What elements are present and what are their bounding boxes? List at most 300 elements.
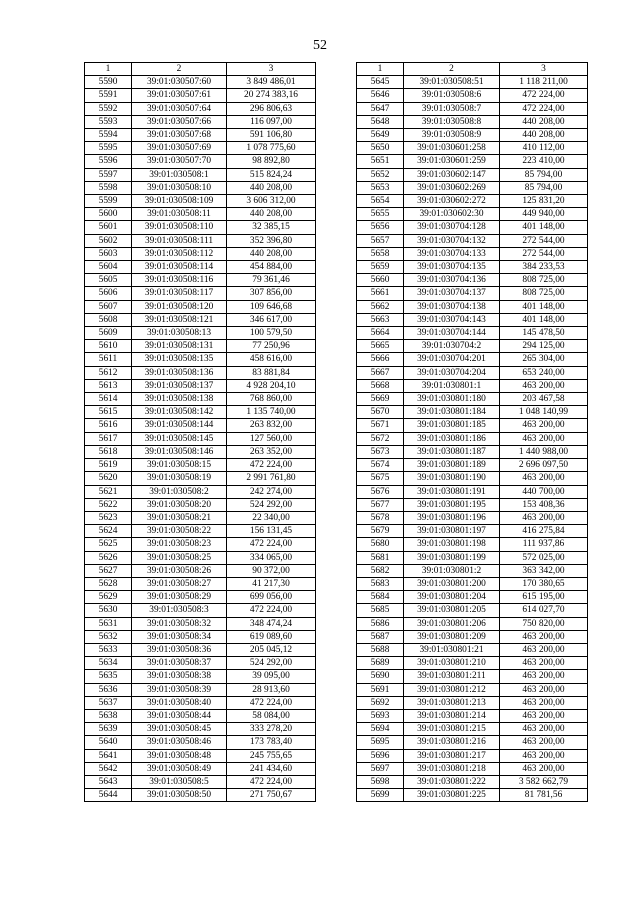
row-number-cell: 5596: [85, 155, 132, 168]
row-number-cell: 5657: [357, 234, 404, 247]
table-row: [85, 485, 316, 498]
value-cell: 472 224,00: [500, 102, 588, 115]
table-row: [357, 393, 588, 406]
cadastral-number-cell: 39:01:030602:269: [404, 181, 500, 194]
row-number-cell: 5670: [357, 406, 404, 419]
row-number-cell: 5696: [357, 749, 404, 762]
table-row: [357, 300, 588, 313]
value-cell: 125 831,20: [500, 195, 588, 208]
value-cell: 245 755,65: [227, 749, 316, 762]
cadastral-number-cell: 39:01:030508:120: [132, 300, 227, 313]
row-number-cell: 5618: [85, 445, 132, 458]
cadastral-number-cell: 39:01:030801:215: [404, 723, 500, 736]
cadastral-number-cell: 39:01:030508:116: [132, 274, 227, 287]
table-row: [357, 591, 588, 604]
value-cell: 3 582 662,79: [500, 775, 588, 788]
value-cell: 614 027,70: [500, 604, 588, 617]
cadastral-number-cell: 39:01:030508:32: [132, 617, 227, 630]
cadastral-number-cell: 39:01:030507:68: [132, 129, 227, 142]
cadastral-number-cell: 39:01:030801:205: [404, 604, 500, 617]
row-number-cell: 5592: [85, 102, 132, 115]
value-cell: 85 794,00: [500, 181, 588, 194]
table-row: [85, 340, 316, 353]
value-cell: 401 148,00: [500, 300, 588, 313]
value-cell: 808 725,00: [500, 274, 588, 287]
left-table-body: [85, 63, 316, 802]
cadastral-number-cell: 39:01:030704:132: [404, 234, 500, 247]
table-row: [357, 551, 588, 564]
row-number-cell: 5699: [357, 789, 404, 802]
value-cell: 463 200,00: [500, 379, 588, 392]
table-row: [85, 379, 316, 392]
cadastral-number-cell: 39:01:030507:66: [132, 115, 227, 128]
table-row: [85, 657, 316, 670]
table-row: [85, 459, 316, 472]
value-cell: 223 410,00: [500, 155, 588, 168]
cadastral-number-cell: 39:01:030508:40: [132, 696, 227, 709]
value-cell: 515 824,24: [227, 168, 316, 181]
table-row: [85, 195, 316, 208]
table-row: [357, 617, 588, 630]
value-cell: 2 696 097,50: [500, 459, 588, 472]
value-cell: 1 078 775,60: [227, 142, 316, 155]
cadastral-number-cell: 39:01:030801:186: [404, 432, 500, 445]
value-cell: 472 224,00: [227, 538, 316, 551]
table-row: [357, 709, 588, 722]
row-number-cell: 5638: [85, 709, 132, 722]
value-cell: 272 544,00: [500, 247, 588, 260]
table-row: [85, 300, 316, 313]
row-number-cell: 5600: [85, 208, 132, 221]
cadastral-number-cell: 39:01:030508:145: [132, 432, 227, 445]
row-number-cell: 5604: [85, 261, 132, 274]
value-cell: 265 304,00: [500, 353, 588, 366]
row-number-cell: 5622: [85, 498, 132, 511]
column-header: 2: [132, 63, 227, 76]
value-cell: 242 274,00: [227, 485, 316, 498]
value-cell: 440 700,00: [500, 485, 588, 498]
row-number-cell: 5648: [357, 115, 404, 128]
cadastral-number-cell: 39:01:030801:21: [404, 643, 500, 656]
cadastral-number-cell: 39:01:030602:272: [404, 195, 500, 208]
row-number-cell: 5593: [85, 115, 132, 128]
cadastral-number-cell: 39:01:030508:19: [132, 472, 227, 485]
cadastral-number-cell: 39:01:030508:15: [132, 459, 227, 472]
cadastral-number-cell: 39:01:030508:10: [132, 181, 227, 194]
cadastral-number-cell: 39:01:030507:64: [132, 102, 227, 115]
table-row: [357, 577, 588, 590]
row-number-cell: 5689: [357, 657, 404, 670]
cadastral-number-cell: 39:01:030704:133: [404, 247, 500, 260]
table-row: [85, 142, 316, 155]
value-cell: 41 217,30: [227, 577, 316, 590]
table-row: [85, 445, 316, 458]
cadastral-number-cell: 39:01:030508:27: [132, 577, 227, 590]
row-number-cell: 5609: [85, 327, 132, 340]
table-row: [357, 195, 588, 208]
table-header-row: [357, 63, 588, 76]
table-row: [85, 247, 316, 260]
cadastral-number-cell: 39:01:030801:2: [404, 564, 500, 577]
value-cell: 449 940,00: [500, 208, 588, 221]
table-row: [85, 115, 316, 128]
table-row: [357, 723, 588, 736]
row-number-cell: 5597: [85, 168, 132, 181]
row-number-cell: 5635: [85, 670, 132, 683]
table-row: [357, 221, 588, 234]
cadastral-number-cell: 39:01:030508:37: [132, 657, 227, 670]
row-number-cell: 5655: [357, 208, 404, 221]
table-row: [357, 432, 588, 445]
row-number-cell: 5646: [357, 89, 404, 102]
row-number-cell: 5698: [357, 775, 404, 788]
cadastral-number-cell: 39:01:030801:184: [404, 406, 500, 419]
row-number-cell: 5643: [85, 775, 132, 788]
table-row: [357, 630, 588, 643]
row-number-cell: 5694: [357, 723, 404, 736]
value-cell: 173 783,40: [227, 736, 316, 749]
table-row: [85, 749, 316, 762]
cadastral-number-cell: 39:01:030801:206: [404, 617, 500, 630]
column-header: 1: [85, 63, 132, 76]
row-number-cell: 5678: [357, 511, 404, 524]
cadastral-number-cell: 39:01:030508:6: [404, 89, 500, 102]
value-cell: 463 200,00: [500, 643, 588, 656]
table-row: [357, 419, 588, 432]
row-number-cell: 5610: [85, 340, 132, 353]
table-row: [85, 670, 316, 683]
table-row: [85, 287, 316, 300]
left-table: [84, 62, 316, 802]
cadastral-number-cell: 39:01:030801:190: [404, 472, 500, 485]
value-cell: 699 056,00: [227, 591, 316, 604]
value-cell: 90 372,00: [227, 564, 316, 577]
table-row: [357, 736, 588, 749]
cadastral-number-cell: 39:01:030801:212: [404, 683, 500, 696]
cadastral-number-cell: 39:01:030801:200: [404, 577, 500, 590]
row-number-cell: 5675: [357, 472, 404, 485]
row-number-cell: 5659: [357, 261, 404, 274]
value-cell: 263 832,00: [227, 419, 316, 432]
table-row: [85, 472, 316, 485]
value-cell: 22 340,00: [227, 511, 316, 524]
table-row: [357, 181, 588, 194]
row-number-cell: 5640: [85, 736, 132, 749]
table-row: [85, 762, 316, 775]
cadastral-number-cell: 39:01:030704:143: [404, 313, 500, 326]
row-number-cell: 5606: [85, 287, 132, 300]
value-cell: 334 065,00: [227, 551, 316, 564]
cadastral-number-cell: 39:01:030801:185: [404, 419, 500, 432]
table-row: [357, 155, 588, 168]
cadastral-number-cell: 39:01:030507:60: [132, 76, 227, 89]
table-row: [85, 617, 316, 630]
value-cell: 472 224,00: [500, 89, 588, 102]
cadastral-number-cell: 39:01:030508:144: [132, 419, 227, 432]
row-number-cell: 5641: [85, 749, 132, 762]
value-cell: 440 208,00: [227, 247, 316, 260]
table-row: [85, 789, 316, 802]
cadastral-number-cell: 39:01:030508:111: [132, 234, 227, 247]
table-row: [357, 261, 588, 274]
cadastral-number-cell: 39:01:030801:213: [404, 696, 500, 709]
cadastral-number-cell: 39:01:030508:50: [132, 789, 227, 802]
cadastral-number-cell: 39:01:030508:23: [132, 538, 227, 551]
table-row: [357, 89, 588, 102]
row-number-cell: 5663: [357, 313, 404, 326]
table-row: [357, 287, 588, 300]
cadastral-number-cell: 39:01:030508:39: [132, 683, 227, 696]
value-cell: 271 750,67: [227, 789, 316, 802]
value-cell: 145 478,50: [500, 327, 588, 340]
table-row: [85, 525, 316, 538]
value-cell: 416 275,84: [500, 525, 588, 538]
table-row: [85, 261, 316, 274]
row-number-cell: 5685: [357, 604, 404, 617]
value-cell: 363 342,00: [500, 564, 588, 577]
value-cell: 463 200,00: [500, 683, 588, 696]
table-row: [357, 76, 588, 89]
table-row: [85, 604, 316, 617]
table-row: [357, 208, 588, 221]
value-cell: 463 200,00: [500, 749, 588, 762]
row-number-cell: 5629: [85, 591, 132, 604]
cadastral-number-cell: 39:01:030801:1: [404, 379, 500, 392]
row-number-cell: 5671: [357, 419, 404, 432]
row-number-cell: 5687: [357, 630, 404, 643]
cadastral-number-cell: 39:01:030508:13: [132, 327, 227, 340]
cadastral-number-cell: 39:01:030704:136: [404, 274, 500, 287]
table-row: [357, 142, 588, 155]
cadastral-number-cell: 39:01:030508:146: [132, 445, 227, 458]
row-number-cell: 5672: [357, 432, 404, 445]
row-number-cell: 5666: [357, 353, 404, 366]
row-number-cell: 5631: [85, 617, 132, 630]
value-cell: 463 200,00: [500, 630, 588, 643]
cadastral-number-cell: 39:01:030508:21: [132, 511, 227, 524]
row-number-cell: 5650: [357, 142, 404, 155]
table-row: [357, 485, 588, 498]
row-number-cell: 5679: [357, 525, 404, 538]
table-row: [357, 749, 588, 762]
value-cell: 463 200,00: [500, 709, 588, 722]
table-row: [85, 538, 316, 551]
row-number-cell: 5623: [85, 511, 132, 524]
cadastral-number-cell: 39:01:030508:29: [132, 591, 227, 604]
row-number-cell: 5601: [85, 221, 132, 234]
row-number-cell: 5692: [357, 696, 404, 709]
table-row: [357, 406, 588, 419]
cadastral-number-cell: 39:01:030507:69: [132, 142, 227, 155]
cadastral-number-cell: 39:01:030801:217: [404, 749, 500, 762]
column-header: 3: [227, 63, 316, 76]
cadastral-number-cell: 39:01:030508:38: [132, 670, 227, 683]
table-row: [357, 564, 588, 577]
value-cell: 463 200,00: [500, 511, 588, 524]
row-number-cell: 5645: [357, 76, 404, 89]
row-number-cell: 5620: [85, 472, 132, 485]
row-number-cell: 5691: [357, 683, 404, 696]
cadastral-number-cell: 39:01:030801:222: [404, 775, 500, 788]
value-cell: 440 208,00: [227, 208, 316, 221]
cadastral-number-cell: 39:01:030508:2: [132, 485, 227, 498]
table-row: [85, 591, 316, 604]
row-number-cell: 5607: [85, 300, 132, 313]
row-number-cell: 5674: [357, 459, 404, 472]
value-cell: 524 292,00: [227, 657, 316, 670]
row-number-cell: 5636: [85, 683, 132, 696]
table-row: [357, 247, 588, 260]
row-number-cell: 5695: [357, 736, 404, 749]
value-cell: 58 084,00: [227, 709, 316, 722]
table-row: [357, 696, 588, 709]
table-header-row: [85, 63, 316, 76]
row-number-cell: 5619: [85, 459, 132, 472]
value-cell: 296 806,63: [227, 102, 316, 115]
value-cell: 572 025,00: [500, 551, 588, 564]
table-row: [85, 234, 316, 247]
cadastral-number-cell: 39:01:030602:30: [404, 208, 500, 221]
cadastral-number-cell: 39:01:030801:197: [404, 525, 500, 538]
row-number-cell: 5617: [85, 432, 132, 445]
row-number-cell: 5602: [85, 234, 132, 247]
cadastral-number-cell: 39:01:030508:110: [132, 221, 227, 234]
cadastral-number-cell: 39:01:030507:70: [132, 155, 227, 168]
table-row: [357, 643, 588, 656]
cadastral-number-cell: 39:01:030704:128: [404, 221, 500, 234]
value-cell: 307 856,00: [227, 287, 316, 300]
value-cell: 127 560,00: [227, 432, 316, 445]
value-cell: 440 208,00: [500, 129, 588, 142]
cadastral-number-cell: 39:01:030508:142: [132, 406, 227, 419]
table-row: [85, 155, 316, 168]
row-number-cell: 5697: [357, 762, 404, 775]
value-cell: 463 200,00: [500, 472, 588, 485]
cadastral-number-cell: 39:01:030508:44: [132, 709, 227, 722]
table-row: [357, 379, 588, 392]
row-number-cell: 5615: [85, 406, 132, 419]
cadastral-number-cell: 39:01:030508:11: [132, 208, 227, 221]
row-number-cell: 5652: [357, 168, 404, 181]
cadastral-number-cell: 39:01:030801:209: [404, 630, 500, 643]
cadastral-number-cell: 39:01:030801:180: [404, 393, 500, 406]
value-cell: 98 892,80: [227, 155, 316, 168]
cadastral-number-cell: 39:01:030801:214: [404, 709, 500, 722]
value-cell: 591 106,80: [227, 129, 316, 142]
cadastral-number-cell: 39:01:030508:34: [132, 630, 227, 643]
value-cell: 100 579,50: [227, 327, 316, 340]
value-cell: 272 544,00: [500, 234, 588, 247]
value-cell: 401 148,00: [500, 221, 588, 234]
value-cell: 440 208,00: [227, 181, 316, 194]
table-row: [357, 115, 588, 128]
value-cell: 768 860,00: [227, 393, 316, 406]
value-cell: 463 200,00: [500, 419, 588, 432]
table-row: [85, 274, 316, 287]
table-row: [357, 445, 588, 458]
value-cell: 32 385,15: [227, 221, 316, 234]
cadastral-number-cell: 39:01:030601:259: [404, 155, 500, 168]
table-row: [85, 406, 316, 419]
cadastral-number-cell: 39:01:030508:36: [132, 643, 227, 656]
cadastral-number-cell: 39:01:030801:195: [404, 498, 500, 511]
table-row: [85, 630, 316, 643]
row-number-cell: 5624: [85, 525, 132, 538]
table-row: [357, 775, 588, 788]
table-row: [85, 419, 316, 432]
row-number-cell: 5688: [357, 643, 404, 656]
table-row: [357, 604, 588, 617]
value-cell: 263 352,00: [227, 445, 316, 458]
row-number-cell: 5677: [357, 498, 404, 511]
value-cell: 750 820,00: [500, 617, 588, 630]
page-number: 52: [313, 38, 327, 53]
row-number-cell: 5605: [85, 274, 132, 287]
value-cell: 333 278,20: [227, 723, 316, 736]
row-number-cell: 5599: [85, 195, 132, 208]
table-row: [357, 234, 588, 247]
value-cell: 28 913,60: [227, 683, 316, 696]
cadastral-number-cell: 39:01:030801:199: [404, 551, 500, 564]
table-row: [85, 129, 316, 142]
row-number-cell: 5668: [357, 379, 404, 392]
cadastral-number-cell: 39:01:030508:8: [404, 115, 500, 128]
row-number-cell: 5649: [357, 129, 404, 142]
row-number-cell: 5627: [85, 564, 132, 577]
value-cell: 3 606 312,00: [227, 195, 316, 208]
value-cell: 463 200,00: [500, 432, 588, 445]
table-row: [357, 498, 588, 511]
table-row: [85, 432, 316, 445]
value-cell: 440 208,00: [500, 115, 588, 128]
cadastral-number-cell: 39:01:030801:191: [404, 485, 500, 498]
row-number-cell: 5644: [85, 789, 132, 802]
row-number-cell: 5603: [85, 247, 132, 260]
row-number-cell: 5621: [85, 485, 132, 498]
value-cell: 524 292,00: [227, 498, 316, 511]
cadastral-number-cell: 39:01:030508:7: [404, 102, 500, 115]
table-row: [357, 327, 588, 340]
value-cell: 1 135 740,00: [227, 406, 316, 419]
cadastral-number-cell: 39:01:030508:26: [132, 564, 227, 577]
row-number-cell: 5626: [85, 551, 132, 564]
value-cell: 294 125,00: [500, 340, 588, 353]
value-cell: 463 200,00: [500, 736, 588, 749]
cadastral-number-cell: 39:01:030801:189: [404, 459, 500, 472]
row-number-cell: 5651: [357, 155, 404, 168]
value-cell: 458 616,00: [227, 353, 316, 366]
value-cell: 346 617,00: [227, 313, 316, 326]
value-cell: 463 200,00: [500, 696, 588, 709]
table-row: [85, 353, 316, 366]
value-cell: 153 408,36: [500, 498, 588, 511]
row-number-cell: 5669: [357, 393, 404, 406]
row-number-cell: 5616: [85, 419, 132, 432]
cadastral-number-cell: 39:01:030508:131: [132, 340, 227, 353]
cadastral-number-cell: 39:01:030508:138: [132, 393, 227, 406]
value-cell: 463 200,00: [500, 657, 588, 670]
table-row: [85, 564, 316, 577]
row-number-cell: 5612: [85, 366, 132, 379]
table-row: [357, 313, 588, 326]
value-cell: 2 991 761,80: [227, 472, 316, 485]
table-row: [357, 274, 588, 287]
row-number-cell: 5608: [85, 313, 132, 326]
table-row: [357, 353, 588, 366]
row-number-cell: 5598: [85, 181, 132, 194]
cadastral-number-cell: 39:01:030508:112: [132, 247, 227, 260]
cadastral-number-cell: 39:01:030801:196: [404, 511, 500, 524]
